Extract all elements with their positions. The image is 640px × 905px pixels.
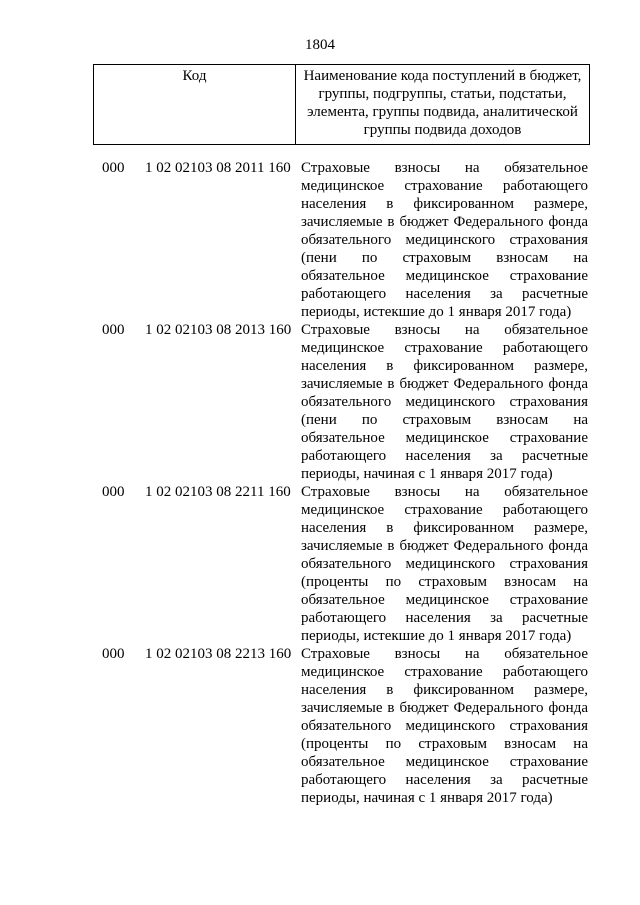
column-header-name: Наименование кода поступлений в бюджет, группы, подгруппы, статьи, подстатьи, элемента, группы подвида, аналитической группы подвида доходов — [303, 68, 582, 138]
table-row — [0, 645, 640, 807]
row-admin-code: 000 — [102, 160, 125, 176]
row-description: Страховые взносы на обязательное медицинское страхование работающего населения в фиксированном размере, зачисляемые в бюджет Федерального фонда обязательного медицинского страхования (пени по страховым взносам на обязательное медицинское страхование работающего населения за расчетные периоды, истекшие до 1 января 2017 года) — [301, 160, 588, 320]
row-income-code: 1 02 02103 08 2011 160 — [145, 160, 291, 176]
row-admin-code: 000 — [102, 646, 125, 662]
row-description: Страховые взносы на обязательное медицинское страхование работающего населения в фиксированном размере, зачисляемые в бюджет Федерального фонда обязательного медицинского страхования (пени по страховым взносам на обязательное медицинское страхование работающего населения за расчетные периоды, начиная с 1 января 2017 года) — [301, 322, 588, 482]
table-row — [0, 159, 640, 321]
row-admin-code: 000 — [102, 322, 125, 338]
income-code-list — [0, 159, 640, 807]
table-row — [0, 483, 640, 645]
row-description: Страховые взносы на обязательное медицинское страхование работающего населения в фиксированном размере, зачисляемые в бюджет Федерального фонда обязательного медицинского страхования (проценты по страховым взносам на обязательное медицинское страхование работающего населения за расчетные периоды, начиная с 1 января 2017 года) — [301, 646, 588, 806]
page-number: 1804 — [305, 37, 335, 53]
table-header — [93, 64, 590, 145]
row-admin-code: 000 — [102, 484, 125, 500]
row-income-code: 1 02 02103 08 2013 160 — [145, 322, 292, 338]
row-description: Страховые взносы на обязательное медицинское страхование работающего населения в фиксированном размере, зачисляемые в бюджет Федерального фонда обязательного медицинского страхования (проценты по страховым взносам на обязательное медицинское страхование работающего населения за расчетные периоды, истекшие до 1 января 2017 года) — [301, 484, 588, 644]
column-header-code: Код — [94, 65, 296, 144]
table-row — [0, 321, 640, 483]
row-income-code: 1 02 02103 08 2213 160 — [145, 646, 292, 662]
row-income-code: 1 02 02103 08 2211 160 — [145, 484, 291, 500]
